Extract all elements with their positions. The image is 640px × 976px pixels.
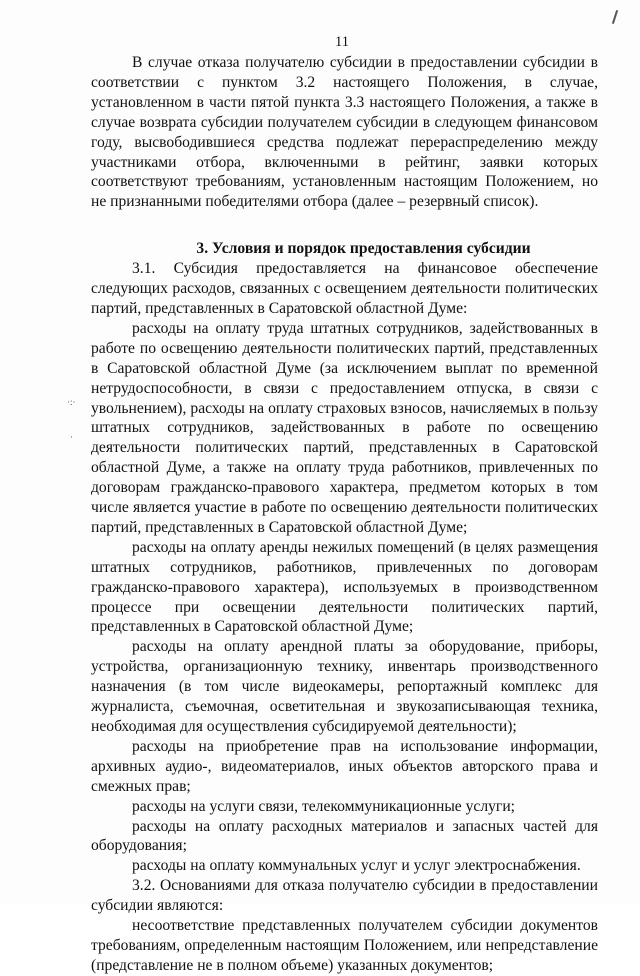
paragraph: расходы на оплату аренды нежилых помещений (в целях размещения штатных сотрудников, работников, привлеченных по договорам гражданско-правового характера), используемых в производственном процессе при освещении деятельности политических партий, представленных в Саратовской областной Думе;: [91, 538, 598, 636]
paragraph: несоответствие представленных получателем субсидии документов требованиям, определенным настоящим Положением, или непредставление (представление не в полном объеме) указанных документов;: [91, 917, 598, 974]
paragraph: расходы на оплату коммунальных услуг и услуг электроснабжения.: [132, 857, 581, 875]
scan-mark: [612, 10, 618, 24]
paragraph: расходы на оплату арендной платы за оборудование, приборы, устройства, организационную технику, инвентарь производственного назначения (в том числе видеокамеры, репортажный комплекс для журналиста, съемочная, осветительная и звукозаписывающая техника, необходимая для осуществления субсидируемой деятельности);: [91, 638, 598, 735]
scan-speck: ·:·: [67, 397, 76, 407]
paragraph: расходы на приобретение прав на использование информации, архивных аудио-, видеоматериалов, иных объектов авторского права и смежных прав;: [91, 737, 598, 795]
scan-speck: ·: [70, 432, 73, 442]
paragraph: В случае отказа получателю субсидии в предоставлении субсидии в соответствии с пунктом 3.2 настоящего Положения, в случае, установленном в части пятой пункта 3.3 настоящего Положения, а также в случае возврата субсидии получателем субсидии в следующем финансовом году, высвободившиеся средства подлежат перераспределению между участниками отбора, включенными в рейтинг, заявки которых соответствуют требованиям, установленным настоящим Положением, но не признанными победителями отбора (далее – резервный список).: [91, 54, 598, 211]
paragraph: 3.1. Субсидия предоставляется на финансовое обеспечение следующих расходов, связанных с освещением деятельности политических партий, представленных в Саратовской областной Думе:: [91, 260, 598, 317]
paragraph: расходы на услуги связи, телекоммуникационные услуги;: [132, 797, 515, 815]
section-heading: 3. Условия и порядок предоставления субсидии: [196, 240, 531, 258]
page-number: 11: [335, 34, 349, 50]
paragraph: расходы на оплату расходных материалов и запасных частей для оборудования;: [91, 817, 598, 855]
paragraph: 3.2. Основаниями для отказа получателю субсидии в предоставлении субсидии являются:: [91, 877, 598, 915]
paragraph: расходы на оплату труда штатных сотрудников, задействованных в работе по освещению деятельности политических партий, представленных в Саратовской областной Думе (за исключением выплат по временной нетрудоспособности, в связи с предоставлением отпуска, в связи с увольнением), расходы на оплату страховых взносов, начисляемых в пользу штатных сотрудников, задействованных в работе по освещению деятельности политических партий, представленных в Саратовской областной Думе, а также на оплату труда работников, привлеченных по договорам гражданско-правового характера, предметом которых в том числе является участие в работе по освещению деятельности политических партий, представленных в Саратовской областной Думе;: [91, 319, 598, 536]
document-body: [91, 53, 598, 976]
